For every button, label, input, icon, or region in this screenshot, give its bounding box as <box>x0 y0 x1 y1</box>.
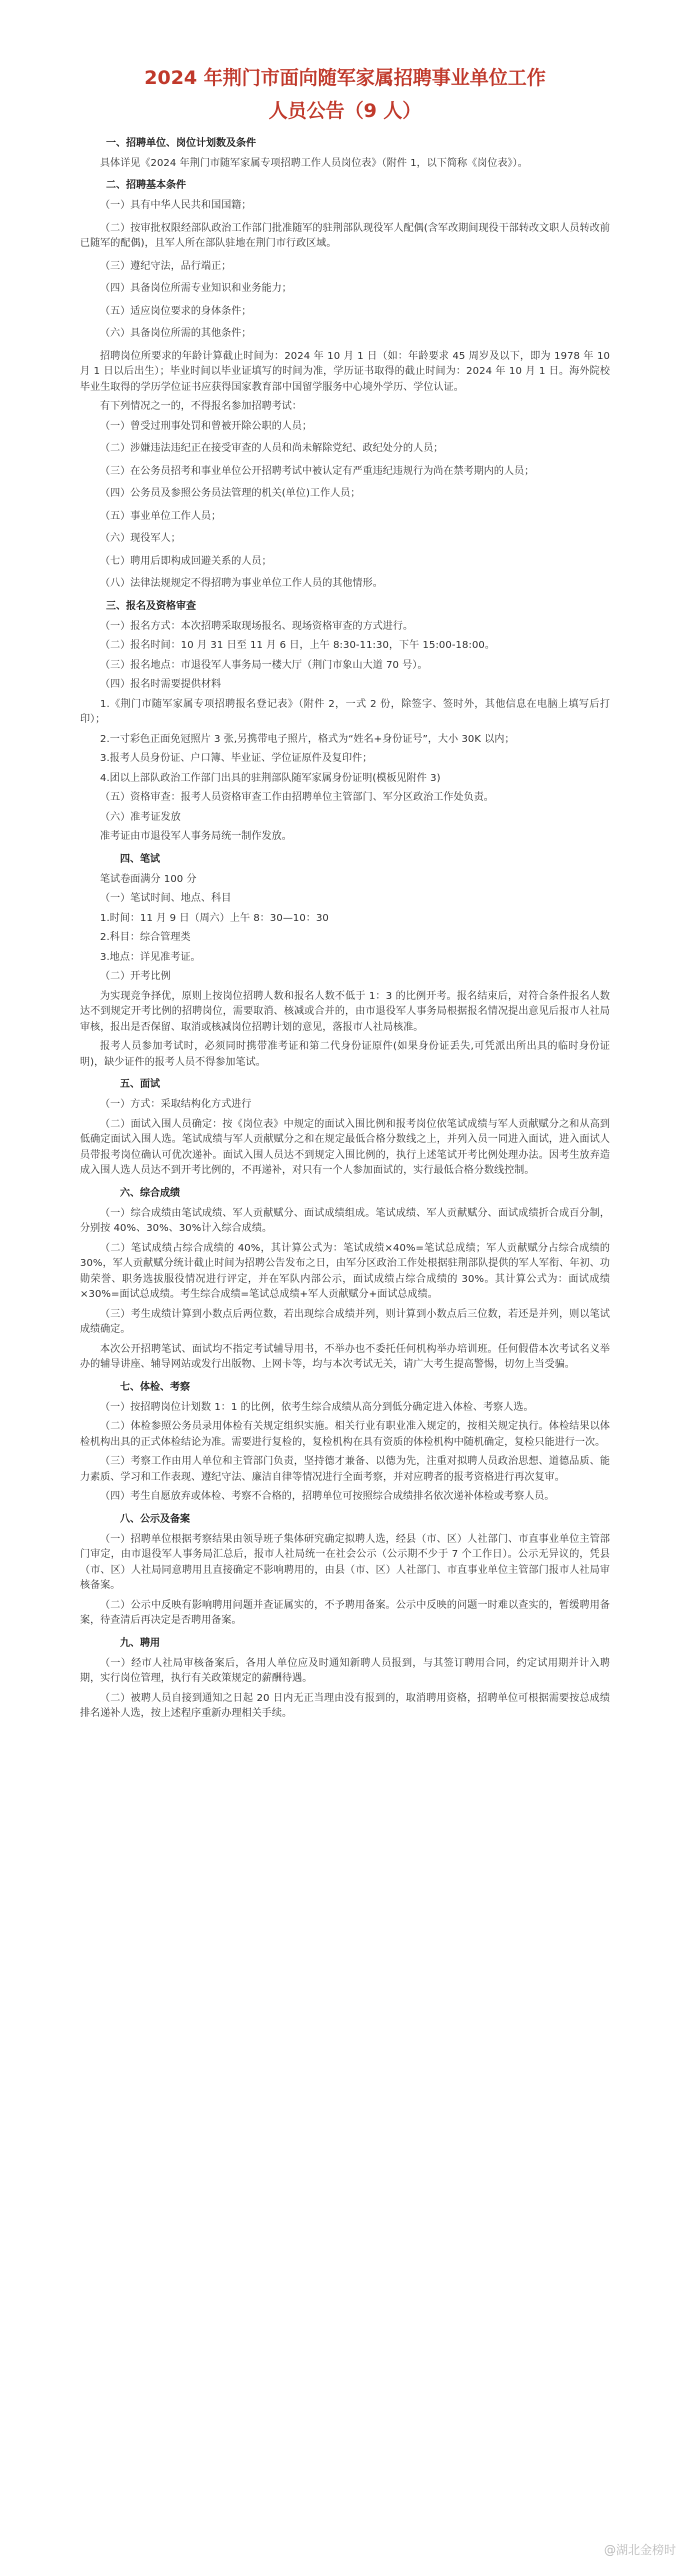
material-1: 1.《荆门市随军家属专项招聘报名登记表》（附件 2，一式 2 份，除签字、签时外，其他信息在电脑上填写后打印）； <box>80 698 610 725</box>
exam-check-2: （二）体检参照公务员录用体检有关规定组织实施。相关行业有职业准入规定的，按相关规定执行。体检结果以体检机构出具的正式体检结论为准。需要进行复检的，复检机构在具有资质的体检机构中随机确定，复检只能进行一次。 <box>80 1421 610 1448</box>
exam-time: 1.时间：11 月 9 日（周六）上午 8：30—10：30 <box>100 912 329 924</box>
exclusion-5: （五）事业单位工作人员； <box>100 510 222 522</box>
material-3: 3.报考人员身份证、户口簿、毕业证、学位证原件及复印件； <box>100 753 373 764</box>
exclusion-4: （四）公务员及参照公务员法管理的机关(单位)工作人员； <box>100 488 361 499</box>
publicity-2: （二）公示中反映有影响聘用问题并查证属实的，不予聘用备案。公示中反映的问题一时难以查实的，暂缓聘用备案，待查清后再决定是否聘用备案。 <box>80 1599 610 1626</box>
section-3-heading: 三、报名及资格审查 <box>106 600 196 612</box>
condition-3: （三）遵纪守法，品行端正； <box>100 260 232 272</box>
signup-way: （一）报名方式：本次招聘采取现场报名、现场资格审查的方式进行。 <box>100 620 414 632</box>
condition-6: （六）具备岗位所需的其他条件； <box>100 328 252 339</box>
materials-intro: （四）报名时需要提供材料 <box>100 679 222 690</box>
title-line-2: 人员公告（9 人） <box>268 100 422 123</box>
section-2-heading: 二、招聘基本条件 <box>106 180 186 191</box>
section-5-heading: 五、面试 <box>120 1079 160 1090</box>
signup-time: （二）报名时间：10 月 31 日至 11 月 6 日，上午 8:30-11:30，下午 15:00-18:00。 <box>100 640 495 651</box>
hiring-2: （二）被聘人员自接到通知之日起 20 日内无正当理由没有报到的，取消聘用资格，招聘单位可根据需要按总成绩排名递补人选，按上述程序重新办理相关手续。 <box>80 1692 610 1719</box>
qualification-review: （五）资格审查：报考人员资格审查工作由招聘单位主管部门、军分区政治工作处负责。 <box>100 792 494 803</box>
exclusion-6: （六）现役军人； <box>100 533 181 544</box>
exam-check-1: （一）按招聘岗位计划数 1：1 的比例，依考生综合成绩从高分到低分确定进入体检、考察人选。 <box>100 1401 534 1413</box>
exam-ratio-intro: （二）开考比例 <box>100 971 171 982</box>
interview-way: （一）方式：采取结构化方式进行 <box>100 1099 252 1110</box>
exam-ratio: 为实现竞争择优，原则上按岗位招聘人数和报名人数不低于 1：3 的比例开考。报名结束后，对符合条件报名人数达不到规定开考比例的招聘岗位，需要取消、核减或合并的，由市退役军人事务局根据报名情况提出意见后报市人社局审核，报出是否保留、取消或核减岗位招聘计划的意见，落报市人社局核准。 <box>80 990 610 1033</box>
exam-check-4: （四）考生自愿放弃或体检、考察不合格的，招聘单位可按照综合成绩排名依次递补体检或考察人员。 <box>100 1491 555 1502</box>
ticket-text: 准考证由市退役军人事务局统一制作发放。 <box>100 831 292 842</box>
exam-subject: 2.科目：综合管理类 <box>100 932 191 943</box>
page-title <box>80 62 610 129</box>
section-1-heading: 一、招聘单位、岗位计划数及条件 <box>106 137 256 149</box>
no-training-note: 本次公开招聘笔试、面试均不指定考试辅导用书，不举办也不委托任何机构举办培训班。任何假借本次考试名义举办的辅导讲座、辅导网站或发行出版物、上网卡等，均与本次考试无关，请广大考生提高警惕，切勿上当受骗。 <box>80 1343 610 1370</box>
exclusion-intro: 有下列情况之一的，不得报名参加招聘考试： <box>100 401 302 412</box>
ticket-heading: （六）准考证发放 <box>100 811 181 823</box>
condition-1: （一）具有中华人民共和国国籍； <box>100 200 252 211</box>
exclusion-2: （二）涉嫌违法违纪正在接受审查的人员和尚未解除党纪、政纪处分的人员； <box>100 443 444 454</box>
publicity-1: （一）招聘单位根据考察结果由领导班子集体研究确定拟聘人选，经县（市、区）人社部门、市直事业单位主管部门审定，由市退役军人事务局汇总后，报市人社局统一在社会公示（公示期不少于 7 个工作日）。公示无异议的，凭县（市、区）人社局同意聘用且直接确定不影响聘用的，由县（市、区）人社部门、市直事业单位主管部门报市人社局审核备案。 <box>80 1533 610 1591</box>
material-2: 2.一寸彩色正面免冠照片 3 张,另携带电子照片，格式为“姓名+身份证号”，大小 30K 以内； <box>100 733 515 745</box>
exclusion-1: （一）曾受过刑事处罚和曾被开除公职的人员； <box>100 420 313 432</box>
signup-place: （三）报名地点：市退役军人事务局一楼大厅（荆门市象山大道 70 号）。 <box>100 659 428 671</box>
title-line-1: 2024 年荆门市面向随军家属招聘事业单位工作 <box>144 67 546 89</box>
exam-score: 笔试卷面满分 100 分 <box>100 873 197 885</box>
hiring-1: （一）经市人社局审核备案后，各用人单位应及时通知新聘人员报到，与其签订聘用合同，约定试用期并计入聘期，实行岗位管理，执行有关政策规定的薪酬待遇。 <box>80 1657 610 1684</box>
exam-place: 3.地点：详见准考证。 <box>100 951 201 963</box>
score-formula: （二）笔试成绩占综合成绩的 40%，其计算公式为：笔试成绩×40%=笔试总成绩；军人贡献赋分占综合成绩的 30%，军人贡献赋分统计截止时间为招聘公告发布之日，由军分区政治工作处根据驻荆部队提供的军人军衔、年初、功勋荣誉、职务选拔服役情况进行评定，并在军队内部公示，面试成绩占综合成绩的 30%。其计算公式为：面试成绩×30%=面试总成绩。考生综合成绩=笔试总成绩+军人贡献赋分+面试总成绩。 <box>80 1242 610 1300</box>
exclusion-8: （八）法律法规规定不得招聘为事业单位工作人员的其他情形。 <box>100 578 383 589</box>
condition-5: （五）适应岗位要求的身体条件； <box>100 305 252 317</box>
section-4-heading: 四、笔试 <box>120 853 160 865</box>
exclusion-3: （三）在公务员招考和事业单位公开招聘考试中被认定有严重违纪违规行为尚在禁考期内的人员； <box>100 465 535 477</box>
exam-check-3: （三）考察工作由用人单位和主管部门负责，坚持德才兼备、以德为先，注重对拟聘人员政治思想、道德品质、能力素质、学习和工作表现、遵纪守法、廉洁自律等情况进行全面考察，并对应聘者的报考资格进行再次复审。 <box>80 1456 610 1483</box>
exclusion-7: （七）聘用后即构成回避关系的人员； <box>100 555 272 567</box>
watermark-text: @湖北金榜时 <box>603 2543 676 2557</box>
section-7-heading: 七、体检、考察 <box>120 1381 190 1393</box>
exam-note: 报考人员参加考试时，必须同时携带准考证和第二代身份证原件(如果身份证丢失,可凭派出所出具的临时身份证明)，缺少证件的报考人员不得参加笔试。 <box>80 1041 610 1068</box>
interview-selection: （二）面试入围人员确定：按《岗位表》中规定的面试入围比例和报考岗位依笔试成绩与军人贡献赋分之和从高到低确定面试入围人选。笔试成绩与军人贡献赋分之和在规定最低合格分数线之上，并列入员一同进入面试，进入面试人员带报考岗位确认可优次递补。面试入围人员达不到规定入围比例的，执行上述笔试开考比例处理办法。因考生放弃造成入围人选人员达不到开考比例的，不再递补，对只有一个人参加面试的，实行最低合格分数线控制。 <box>80 1118 610 1176</box>
section-9-heading: 九、聘用 <box>120 1637 160 1649</box>
section-8-heading: 八、公示及备案 <box>120 1513 190 1525</box>
score-rounding: （三）考生成绩计算到小数点后两位数，若出现综合成绩并列，则计算到小数点后三位数，若还是并列，则以笔试成绩确定。 <box>80 1308 610 1335</box>
section-1-text: 具体详见《2024 年荆门市随军家属专项招聘工作人员岗位表》（附件 1，以下简称《岗位表》）。 <box>100 157 528 169</box>
section-6-heading: 六、综合成绩 <box>120 1187 180 1199</box>
material-4: 4.团以上部队政治工作部门出具的驻荆部队随军家属身份证明(模板见附件 3) <box>100 772 441 784</box>
exam-time-intro: （一）笔试时间、地点、科目 <box>100 893 232 904</box>
condition-2: （二）按审批权限经部队政治工作部门批准随军的驻荆部队现役军人配偶(含军改期间现役干部转改文职人员转改前已随军的配偶)，且军人所在部队驻地在荆门市行政区域。 <box>80 222 610 249</box>
age-note: 招聘岗位所要求的年龄计算截止时间为：2024 年 10 月 1 日（如：年龄要求 45 周岁及以下，即为 1978 年 10 月 1 日以后出生）；毕业时间以毕业证填写的时间为准，学历证书取得的截止时间为：2024 年 10 月 1 日。海外院校毕业生取得的学历学位证书应获得国家教育部中国留学服务中心境外学历、学位认证。 <box>80 350 610 393</box>
condition-4: （四）具备岗位所需专业知识和业务能力； <box>100 283 292 294</box>
score-composition: （一）综合成绩由笔试成绩、军人贡献赋分、面试成绩组成。笔试成绩、军人贡献赋分、面试成绩折合成百分制，分别按 40%、30%、30%计入综合成绩。 <box>80 1207 610 1234</box>
